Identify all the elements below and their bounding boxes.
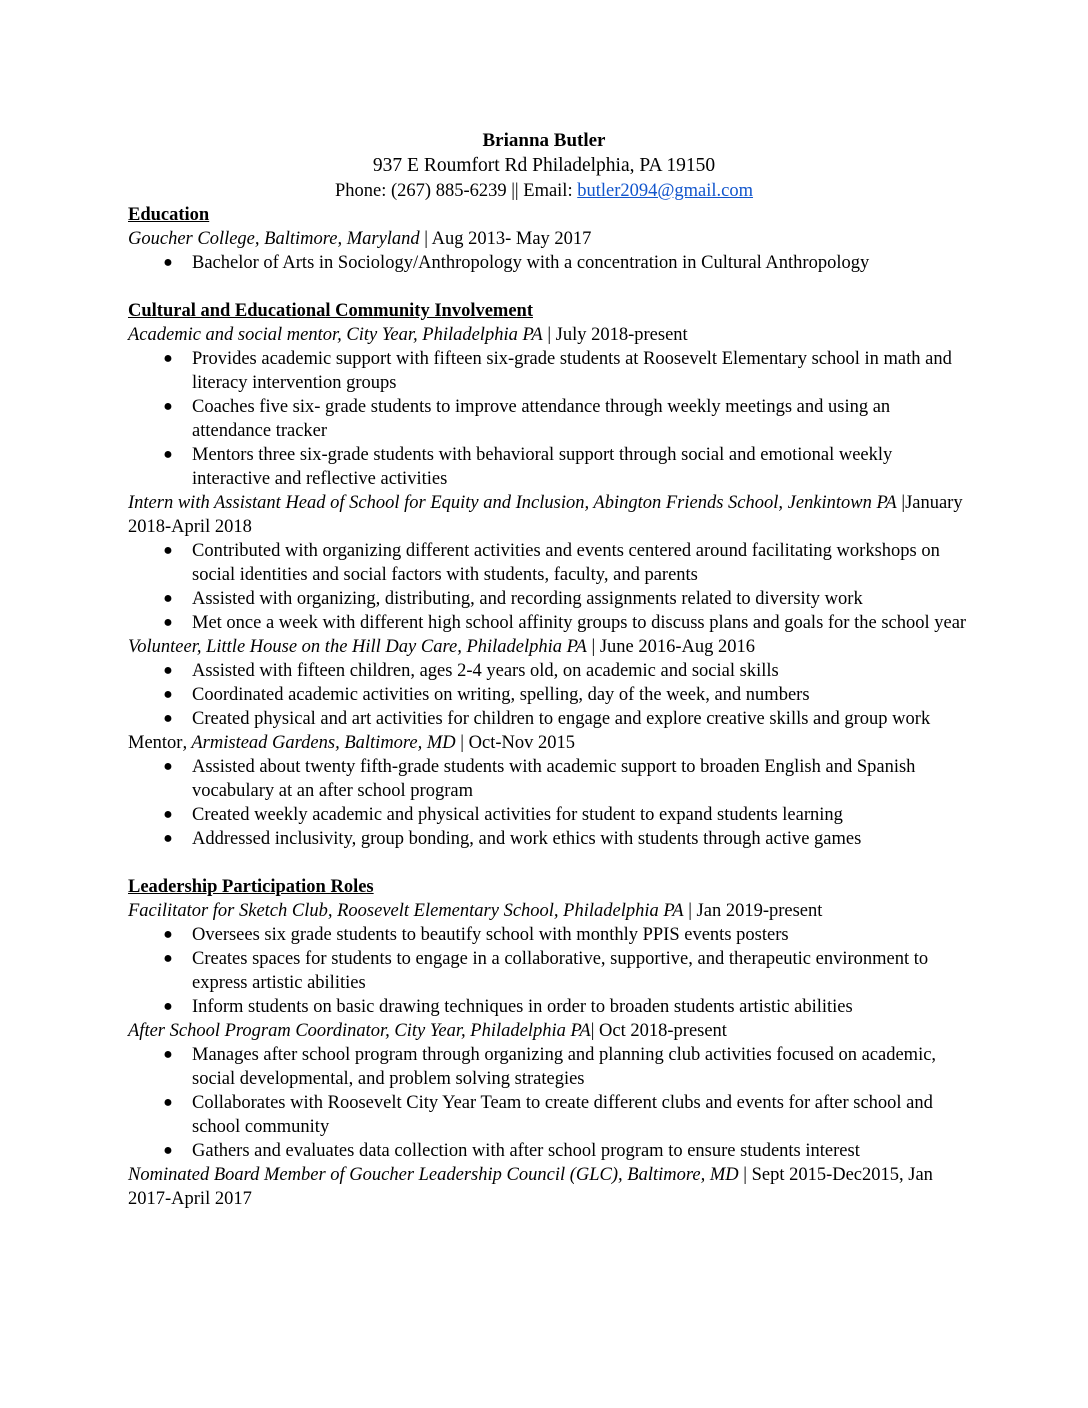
- entry-organization: After School Program Coordinator, City Year, Philadelphia PA: [128, 1021, 591, 1041]
- bullet-text: Provides academic support with fifteen six-grade students at Roosevelt Elementary school in math and literacy intervention groups: [192, 349, 952, 393]
- list-item: [128, 803, 968, 827]
- entry-title: [128, 635, 968, 659]
- list-item: [128, 1139, 968, 1163]
- entry-organization: Academic and social mentor, City Year, Philadelphia PA: [128, 325, 543, 345]
- entry-organization: Volunteer, Little House on the Hill Day Care, Philadelphia PA: [128, 637, 587, 657]
- entry-dates: | Aug 2013- May 2017: [419, 229, 592, 249]
- bullet-text: Addressed inclusivity, group bonding, and work ethics with students through active games: [192, 829, 862, 849]
- bullet-icon: ●: [163, 446, 173, 463]
- entry-organization: Facilitator for Sketch Club, Roosevelt Elementary School, Philadelphia PA: [128, 901, 684, 921]
- entry-dates: | Sept 2015-Dec2015, Jan 2017-April 2017: [128, 1165, 933, 1209]
- section-education: [128, 203, 968, 275]
- list-item: [128, 923, 968, 947]
- bullet-text: Manages after school program through organizing and planning club activities focused on academic, social developmental, and problem solving strategies: [192, 1045, 937, 1089]
- email-link[interactable]: butler2094@gmail.com: [577, 181, 754, 201]
- list-item: [128, 947, 968, 995]
- bullet-text: Mentors three six-grade students with behavioral support through social and emotional weekly interactive and reflective activities: [192, 445, 893, 489]
- bullet-icon: ●: [163, 398, 173, 415]
- entry: [128, 1163, 968, 1211]
- list-item: [128, 659, 968, 683]
- entry-title: [128, 323, 968, 347]
- list-item: [128, 1043, 968, 1091]
- bullet-icon: ●: [163, 1094, 173, 1111]
- bullet-text: Contributed with organizing different activities and events centered around facilitating workshops on social identities and social factors with students, faculty, and parents: [192, 541, 940, 585]
- bullet-text: Collaborates with Roosevelt City Year Team to create different clubs and events for after school and school community: [192, 1093, 933, 1137]
- entry: [128, 899, 968, 1019]
- list-item: [128, 611, 968, 635]
- entry: [128, 731, 968, 851]
- list-item: [128, 827, 968, 851]
- candidate-address: 937 E Roumfort Rd Philadelphia, PA 19150: [372, 155, 716, 176]
- bullet-list: [128, 251, 968, 275]
- entry-title: [128, 899, 968, 923]
- bullet-list: [128, 539, 968, 635]
- list-item: [128, 347, 968, 395]
- bullet-icon: ●: [163, 542, 173, 559]
- bullet-text: Oversees six grade students to beautify school with monthly PPIS events posters: [192, 925, 789, 945]
- bullet-list: [128, 659, 968, 731]
- section-title: Cultural and Educational Community Involvement: [128, 301, 533, 321]
- bullet-icon: ●: [163, 758, 173, 775]
- bullet-icon: ●: [163, 926, 173, 943]
- bullet-text: Bachelor of Arts in Sociology/Anthropology with a concentration in Cultural Anthropology: [192, 253, 870, 273]
- entry-title: [128, 491, 968, 539]
- bullet-icon: ●: [163, 1046, 173, 1063]
- entry-organization: Nominated Board Member of Goucher Leadership Council (GLC), Baltimore, MD: [128, 1165, 739, 1185]
- entry-title: [128, 1019, 968, 1043]
- list-item: [128, 1091, 968, 1139]
- entry-title: [128, 227, 968, 251]
- bullet-text: Assisted about twenty fifth-grade students with academic support to broaden English and Spanish vocabulary at an after school program: [192, 757, 916, 801]
- bullet-text: Creates spaces for students to engage in a collaborative, supportive, and therapeutic environment to express artistic abilities: [192, 949, 929, 993]
- bullet-list: [128, 755, 968, 851]
- list-item: [128, 683, 968, 707]
- list-item: [128, 251, 968, 275]
- entry: [128, 491, 968, 635]
- bullet-icon: ●: [163, 662, 173, 679]
- entry-dates: | June 2016-Aug 2016: [586, 637, 756, 657]
- list-item: [128, 587, 968, 611]
- bullet-text: Met once a week with different high school affinity groups to discuss plans and goals for the school year: [192, 613, 967, 633]
- candidate-name: Brianna Butler: [482, 130, 606, 151]
- resume-page: [128, 129, 968, 1211]
- bullet-icon: ●: [163, 830, 173, 847]
- bullet-list: [128, 347, 968, 491]
- list-item: [128, 539, 968, 587]
- bullet-text: Coaches five six- grade students to improve attendance through weekly meetings and using an attendance tracker: [192, 397, 891, 441]
- bullet-text: Created physical and art activities for children to engage and explore creative skills and group work: [192, 709, 931, 729]
- bullet-text: Created weekly academic and physical activities for student to expand students learning: [192, 805, 843, 825]
- list-item: [128, 755, 968, 803]
- bullet-icon: ●: [163, 254, 173, 271]
- contact-line: [0, 179, 1088, 203]
- bullet-icon: ●: [163, 350, 173, 367]
- bullet-icon: ●: [163, 590, 173, 607]
- bullet-icon: ●: [163, 998, 173, 1015]
- bullet-text: Assisted with organizing, distributing, and recording assignments related to diversity work: [192, 589, 863, 609]
- section-title: Education: [128, 205, 210, 225]
- bullet-text: Coordinated academic activities on writing, spelling, day of the week, and numbers: [192, 685, 810, 705]
- entry-dates: |January 2018-April 2018: [128, 493, 963, 537]
- entry: [128, 227, 968, 275]
- bullet-icon: ●: [163, 686, 173, 703]
- bullet-icon: ●: [163, 710, 173, 727]
- entry-dates: | Oct-Nov 2015: [455, 733, 575, 753]
- bullet-text: Assisted with fifteen children, ages 2-4 years old, on academic and social skills: [192, 661, 779, 681]
- entry-title: [128, 1163, 968, 1211]
- entry-title: [128, 731, 968, 755]
- entry-dates: | Oct 2018-present: [590, 1021, 727, 1041]
- entry: [128, 635, 968, 731]
- entry-dates: | Jan 2019-present: [683, 901, 823, 921]
- list-item: [128, 995, 968, 1019]
- bullet-icon: ●: [163, 806, 173, 823]
- bullet-list: [128, 1043, 968, 1163]
- entry-organization: Intern with Assistant Head of School for Equity and Inclusion, Abington Friends School, Jenkintown PA: [128, 493, 897, 513]
- entry: [128, 323, 968, 491]
- section-community: [128, 299, 968, 851]
- section-gap: [128, 851, 968, 875]
- list-item: [128, 707, 968, 731]
- entry-dates: | July 2018-present: [542, 325, 688, 345]
- bullet-list: [128, 923, 968, 1019]
- section-leadership: [128, 875, 968, 1211]
- entry-organization: , Armistead Gardens, Baltimore, MD: [182, 733, 456, 753]
- list-item: [128, 443, 968, 491]
- entry-organization: Goucher College, Baltimore, Maryland: [128, 229, 420, 249]
- entry: [128, 1019, 968, 1163]
- section-gap: [128, 275, 968, 299]
- section-title: Leadership Participation Roles: [128, 877, 374, 897]
- bullet-icon: ●: [163, 614, 173, 631]
- bullet-icon: ●: [163, 950, 173, 967]
- resume-header: [0, 129, 1088, 203]
- bullet-text: Inform students on basic drawing techniques in order to broaden students artistic abilities: [192, 997, 853, 1017]
- bullet-text: Gathers and evaluates data collection with after school program to ensure students interest: [192, 1141, 860, 1161]
- entry-role: Mentor: [128, 733, 183, 753]
- phone-text: Phone: (267) 885-6239 || Email:: [334, 181, 578, 201]
- bullet-icon: ●: [163, 1142, 173, 1159]
- list-item: [128, 395, 968, 443]
